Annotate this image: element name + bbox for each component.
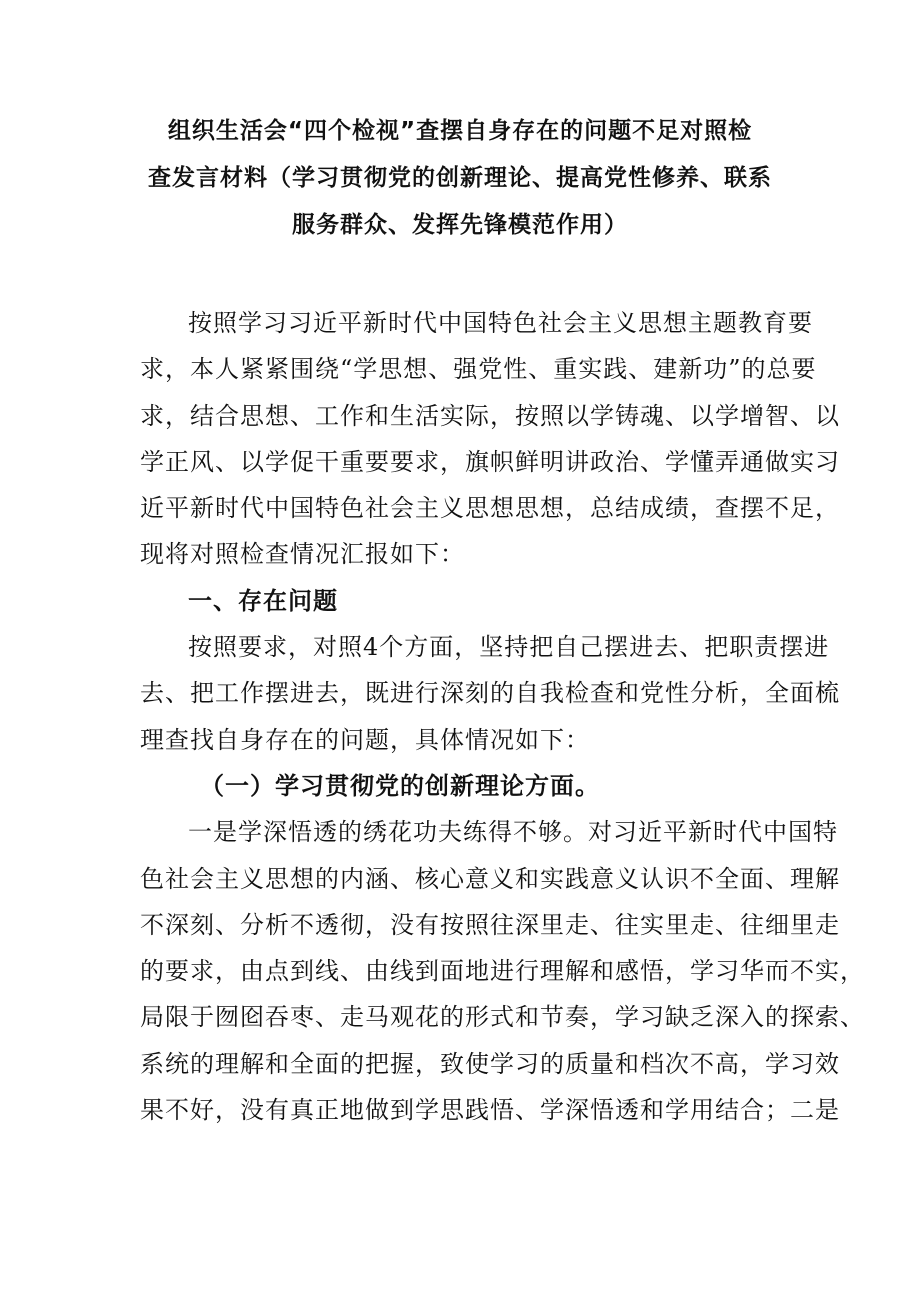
section-paragraph-line: 去、把工作摆进去，既进行深刻的自我检查和党性分析，全面梳 xyxy=(140,679,840,708)
title-line: 服务群众、发挥先锋模范作用） xyxy=(292,212,628,238)
subsection-paragraph-line: 色社会主义思想的内涵、核心意义和实践意义认识不全面、理解 xyxy=(140,864,840,893)
intro-paragraph-line: 现将对照检查情况汇报如下： xyxy=(140,540,465,569)
subsection-paragraph-line: 不深刻、分析不透彻，没有按照往深里走、往实里走、往细里走 xyxy=(140,910,840,939)
subsection-paragraph-line: 局限于囫囵吞枣、走马观花的形式和节奏，学习缺乏深入的探索、 xyxy=(140,1003,865,1032)
document-body xyxy=(140,300,865,1133)
subsection-paragraph-line: 果不好，没有真正地做到学思践悟、学深悟透和学用结合；二是 xyxy=(140,1096,840,1125)
intro-paragraph-line: 求，本人紧紧围绕“学思想、强党性、重实践、建新功”的总要 xyxy=(140,355,817,384)
section-paragraph-line: 按照要求，对照4个方面，坚持把自己摆进去、把职责摆进 xyxy=(188,633,830,662)
subsection-paragraph-line: 的要求，由点到线、由线到面地进行理解和感悟，学习华而不实， xyxy=(140,957,865,986)
intro-paragraph-line: 按照学习习近平新时代中国特色社会主义思想主题教育要 xyxy=(188,309,813,337)
title-line: 组织生活会“四个检视”查摆自身存在的问题不足对照检 xyxy=(167,118,753,144)
subsection-heading: （一）学习贯彻党的创新理论方面。 xyxy=(200,771,600,800)
section-paragraph-line: 理查找自身存在的问题，具体情况如下： xyxy=(140,725,590,754)
subsection-paragraph-line: 一是学深悟透的绣花功夫练得不够。对习近平新时代中国特 xyxy=(188,818,838,847)
subsection-paragraph-line: 系统的理解和全面的把握，致使学习的质量和档次不高，学习效 xyxy=(140,1049,840,1078)
title-line: 查发言材料（学习贯彻党的创新理论、提高党性修养、联系 xyxy=(148,165,772,191)
section-heading: 一、存在问题 xyxy=(188,586,338,615)
intro-paragraph-line: 求，结合思想、工作和生活实际，按照以学铸魂、以学增智、以 xyxy=(140,401,840,430)
intro-paragraph-line: 近平新时代中国特色社会主义思想思想，总结成绩，查摆不足， xyxy=(140,494,840,523)
document-title xyxy=(130,108,790,249)
intro-paragraph-line: 学正风、以学促干重要要求，旗帜鲜明讲政治、学懂弄通做实习 xyxy=(140,447,840,476)
